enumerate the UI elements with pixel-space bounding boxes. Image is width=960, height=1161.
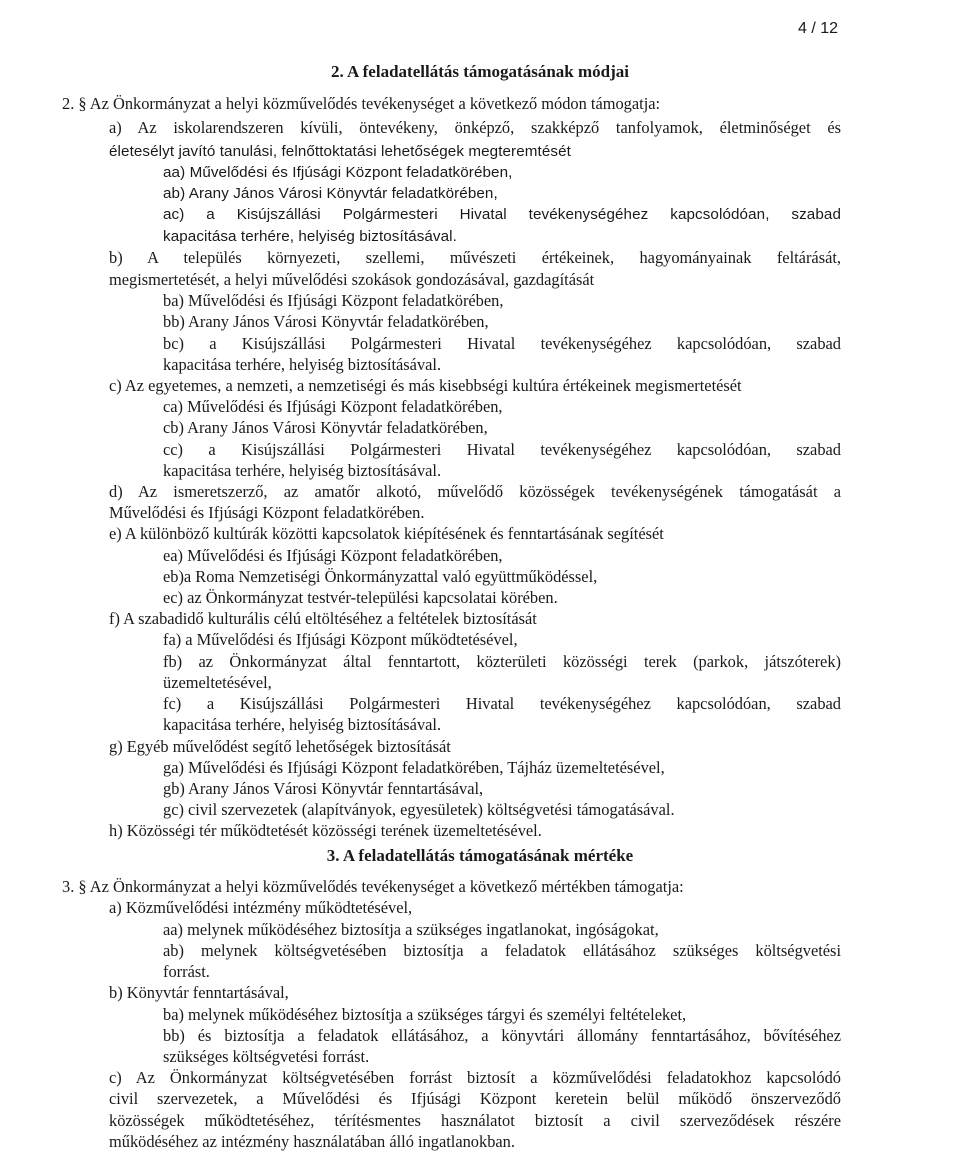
item-3ab: ab) melynek költségvetésében biztosítja a feladatok ellátásához szükséges költségvetési	[163, 941, 841, 960]
item-e: e) A különböző kultúrák közötti kapcsolatok kiépítésének és fenntartásának segítését	[109, 524, 664, 543]
item-bb: bb) Arany János Városi Könyvtár feladatkörében,	[163, 312, 489, 331]
item-d: d) Az ismeretszerző, az amatőr alkotó, művelődő közösségek tevékenységének támogatását a	[109, 482, 841, 501]
item-h: h) Közösségi tér működtetését közösségi terének üzemeltetésével.	[109, 821, 542, 840]
item-aa: aa) Művelődési és Ifjúsági Központ feladatkörében,	[163, 164, 513, 181]
item-cb: cb) Arany János Városi Könyvtár feladatkörében,	[163, 418, 488, 437]
item-ba: ba) Művelődési és Ifjúsági Központ feladatkörében,	[163, 291, 504, 310]
item-3aa: aa) melynek működéséhez biztosítja a szükséges ingatlanokat, ingóságokat,	[163, 920, 659, 939]
item-f: f) A szabadidő kulturális célú eltöltéséhez a feltételek biztosítását	[109, 609, 537, 628]
item-3c-cont-2: közösségek működtetéséhez, térítésmentes használatot biztosít a civil szerveződések részére	[109, 1111, 841, 1130]
item-ac: ac) a Kisújszállási Polgármesteri Hivatal tevékenységéhez kapcsolódóan, szabad	[163, 206, 841, 223]
item-fb-cont: üzemeltetésével,	[163, 673, 272, 692]
item-3ba: ba) melynek működéséhez biztosítja a szükséges tárgyi és személyi feltételeket,	[163, 1005, 687, 1024]
item-3ab-cont: forrást.	[163, 962, 210, 981]
item-cc-cont: kapacitása terhére, helyiség biztosításával.	[163, 461, 442, 480]
item-b: b) A település környezeti, szellemi, művészeti értékeinek, hagyományainak feltárását,	[109, 248, 841, 267]
item-ea: ea) Művelődési és Ifjúsági Központ feladatkörében,	[163, 546, 503, 565]
item-3c-cont-1: civil szervezetek, a Művelődési és Ifjúsági Központ keretein belül működő önszerveződő	[109, 1089, 841, 1108]
item-3c-cont-3: működéséhez az intézmény használatában álló ingatlanokban.	[109, 1132, 515, 1151]
item-gc: gc) civil szervezetek (alapítványok, egyesületek) költségvetési támogatásával.	[163, 800, 675, 819]
item-a: a) Az iskolarendszeren kívüli, öntevékeny, önképző, szakképző tanfolyamok, életminőséget és	[109, 118, 841, 137]
item-3c: c) Az Önkormányzat költségvetésében forrást biztosít a közművelődési feladatokhoz kapcsolódó	[109, 1068, 841, 1087]
item-d-cont: Művelődési és Ifjúsági Központ feladatkörében.	[109, 503, 425, 522]
item-b-cont: megismertetését, a helyi művelődési szokások gondozásával, gazdagítását	[109, 270, 595, 289]
item-fc: fc) a Kisújszállási Polgármesteri Hivatal tevékenységéhez kapcsolódóan, szabad	[163, 694, 841, 713]
item-3bb: bb) és biztosítja a feladatok ellátásához, a könyvtári állomány fenntartásához, bővítéséhez	[163, 1026, 841, 1045]
page-number: 4 / 12	[798, 20, 839, 37]
item-3bb-cont: szükséges költségvetési forrást.	[163, 1047, 370, 1066]
item-fb: fb) az Önkormányzat által fenntartott, közterületi közösségi terek (parkok, játszóterek)	[163, 652, 841, 671]
item-a-cont: életesélyt javító tanulási, felnőttoktatási lehetőségek megteremtését	[109, 143, 571, 160]
paragraph-2-intro: 2. § Az Önkormányzat a helyi közművelődés tevékenységet a következő módon támogatja:	[62, 94, 661, 113]
item-cc: cc) a Kisújszállási Polgármesteri Hivatal tevékenységéhez kapcsolódóan, szabad	[163, 440, 841, 459]
item-gb: gb) Arany János Városi Könyvtár fenntartásával,	[163, 779, 484, 798]
item-bc-cont: kapacitása terhére, helyiség biztosításával.	[163, 355, 442, 374]
section-3-heading: 3. A feladatellátás támogatásának mértéke	[326, 846, 634, 865]
item-ec: ec) az Önkormányzat testvér-települési kapcsolatai körében.	[163, 588, 558, 607]
item-ca: ca) Művelődési és Ifjúsági Központ feladatkörében,	[163, 397, 503, 416]
item-3a: a) Közművelődési intézmény működtetésével,	[109, 898, 413, 917]
item-c: c) Az egyetemes, a nemzeti, a nemzetiségi és más kisebbségi kultúra értékeinek megismertetését	[109, 376, 742, 395]
item-bc: bc) a Kisújszállási Polgármesteri Hivatal tevékenységéhez kapcsolódóan, szabad	[163, 334, 841, 353]
item-3b: b) Könyvtár fenntartásával,	[109, 983, 289, 1002]
item-ab: ab) Arany János Városi Könyvtár feladatkörében,	[163, 185, 498, 202]
item-fc-cont: kapacitása terhére, helyiség biztosításával.	[163, 715, 442, 734]
section-2-heading: 2. A feladatellátás támogatásának módjai	[331, 62, 629, 81]
paragraph-3-intro: 3. § Az Önkormányzat a helyi közművelődés tevékenységet a következő mértékben támogatja:	[62, 877, 684, 896]
item-ga: ga) Művelődési és Ifjúsági Központ feladatkörében, Tájház üzemeltetésével,	[163, 758, 665, 777]
item-fa: fa) a Művelődési és Ifjúsági Központ működtetésével,	[163, 630, 518, 649]
item-eb: eb)a Roma Nemzetiségi Önkormányzattal való együttműködéssel,	[163, 567, 598, 586]
item-g: g) Egyéb művelődést segítő lehetőségek biztosítását	[109, 737, 451, 756]
item-ac-cont: kapacitása terhére, helyiség biztosításával.	[163, 228, 457, 245]
